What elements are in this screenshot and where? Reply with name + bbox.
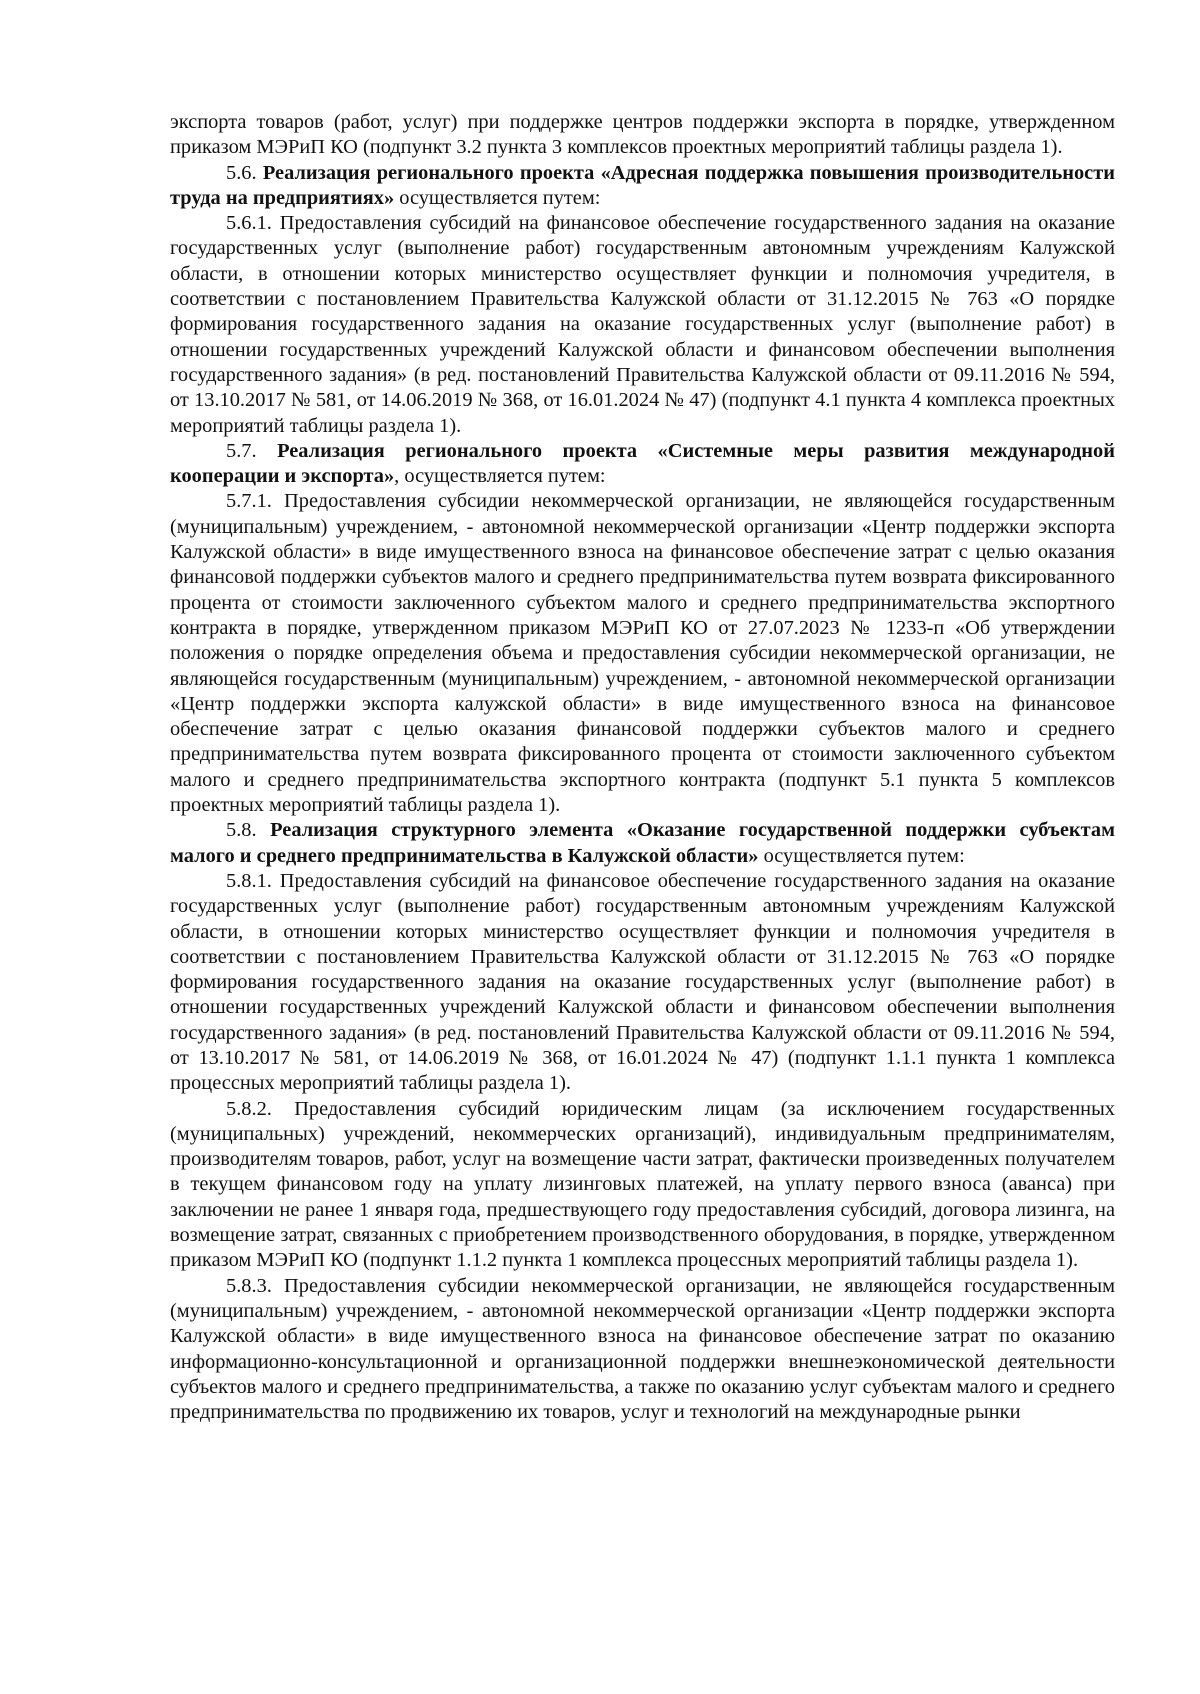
section-title-5-8: Реализация структурного элемента «Оказание государственной поддержки субъектам малого и среднего предпринимательства в Калужской области» [170,819,1115,867]
paragraph-5-8-1: 5.8.1. Предоставления субсидий на финансовое обеспечение государственного задания на оказание государственных услуг (выполнение работ) государственным автономным учреждениям Калужской области, в отношении которых министерство осуществляет функции и полномочия учредителя в соответствии с постановлением Правительства Калужской области от 31.12.2015 № 763 «О порядке формирования государственного задания на оказание государственных услуг (выполнение работ) в отношении государственных учреждений Калужской области и финансовом обеспечении выполнения государственного задания» (в ред. постановлений Правительства Калужской области от 09.11.2016 № 594, от 13.10.2017 № 581, от 14.06.2019 № 368, от 16.01.2024 № 47) (подпункт 1.1.1 пункта 1 комплекса процессных мероприятий таблицы раздела 1). [170,869,1115,1095]
paragraph-5-8-heading [170,818,1115,869]
paragraph-5-6-1: 5.6.1. Предоставления субсидий на финансовое обеспечение государственного задания на оказание государственных услуг (выполнение работ) государственным автономным учреждениям Калужской области, в отношении которых министерство осуществляет функции и полномочия учредителя, в соответствии с постановлением Правительства Калужской области от 31.12.2015 № 763 «О порядке формирования государственного задания на оказание государственных услуг (выполнение работ) в отношении государственных учреждений Калужской области и финансовом обеспечении выполнения государственного задания» (в ред. постановлений Правительства Калужской области от 09.11.2016 № 594, от 13.10.2017 № 581, от 14.06.2019 № 368, от 16.01.2024 № 47) (подпункт 4.1 пункта 4 комплекса проектных мероприятий таблицы раздела 1). [170,212,1115,437]
section-number-5-7: 5.7. [226,439,257,462]
paragraph-5-7-heading [170,439,1115,490]
section-number-5-6: 5.6. [226,161,257,184]
section-tail-5-6: осуществляется путем: [394,186,601,209]
paragraph-5-8-2: 5.8.2. Предоставления субсидий юридическим лицам (за исключением государственных (муниципальных) учреждений, некоммерческих организаций), индивидуальным предпринимателям, производителям товаров, работ, услуг на возмещение части затрат, фактически произведенных получателем в текущем финансовом году на уплату лизинговых платежей, на уплату первого взноса (аванса) при заключении не ранее 1 января года, предшествующего году предоставления субсидий, договора лизинга, на возмещение затрат, связанных с приобретением производственного оборудования, в порядке, утвержденном приказом МЭРиП КО (подпункт 1.1.2 пункта 1 комплекса процессных мероприятий таблицы раздела 1). [170,1097,1115,1272]
section-title-5-6: Реализация регионального проекта «Адресная поддержка повышения производительности труда на предприятиях» [170,161,1115,209]
section-title-5-7: Реализация регионального проекта «Системные меры развития международной кооперации и экспорта» [170,439,1115,488]
section-tail-5-8: осуществляется путем: [758,844,965,867]
paragraph-export-continuation: экспорта товаров (работ, услуг) при поддержке центров поддержки экспорта в порядке, утвержденном приказом МЭРиП КО (подпункт 3.2 пункта 3 комплексов проектных мероприятий таблицы раздела 1). [170,111,1115,159]
section-number-5-8: 5.8. [226,819,257,842]
paragraph-5-8-3: 5.8.3. Предоставления субсидии некоммерческой организации, не являющейся государственным (муниципальным) учреждением, - автономной некоммерческой организации «Центр поддержки экспорта Калужской области» в виде имущественного взноса на финансовое обеспечение затрат по оказанию информационно-консультационной и организационной поддержки внешнеэкономической деятельности субъектов малого и среднего предпринимательства, а также по оказанию услуг субъектам малого и среднего предпринимательства по продвижению их товаров, услуг и технологий на международные рынки [170,1274,1115,1424]
paragraph-5-7-1: 5.7.1. Предоставления субсидии некоммерческой организации, не являющейся государственным (муниципальным) учреждением, - автономной некоммерческой организации «Центр поддержки экспорта Калужской области» в виде имущественного взноса на финансовое обеспечение затрат с целью оказания финансовой поддержки субъектов малого и среднего предпринимательства путем возврата фиксированного процента от стоимости заключенного субъектом малого и среднего предпринимательства экспортного контракта в порядке, утвержденном приказом МЭРиП КО от 27.07.2023 № 1233-п «Об утверждении положения о порядке определения объема и предоставления субсидии некоммерческой организации, не являющейся государственным (муниципальным) учреждением, - автономной некоммерческой организации «Центр поддержки экспорта калужской области» в виде имущественного взноса на финансовое обеспечение затрат с целью оказания финансовой поддержки субъектов малого и среднего предпринимательства путем возврата фиксированного процента от стоимости заключенного субъектом малого и среднего предпринимательства экспортного контракта (подпункт 5.1 пункта 5 комплексов проектных мероприятий таблицы раздела 1). [170,490,1115,817]
document-page [170,110,1115,1425]
paragraph-5-6-heading [170,161,1115,212]
section-tail-5-7: , осуществляется путем: [394,465,606,488]
